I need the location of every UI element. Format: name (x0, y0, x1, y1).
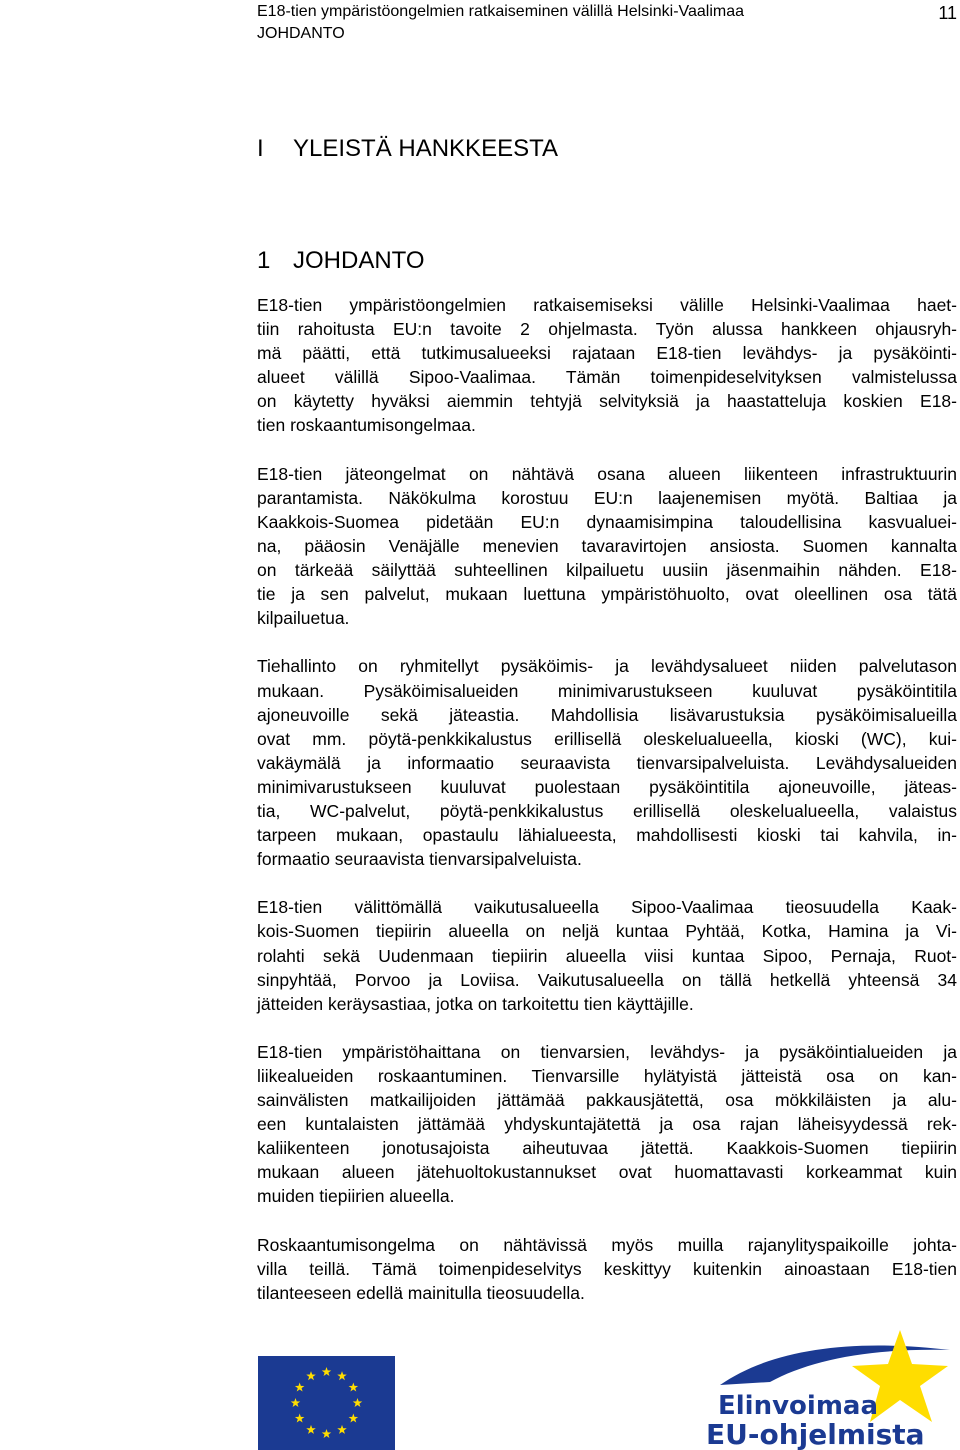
paragraph-line: tia, WC-palvelut, pöytä-penkkikalustus erillisellä oleskelualueella, valaistus (257, 800, 957, 821)
paragraph (257, 462, 957, 631)
footer-logos (0, 1330, 960, 1450)
paragraph-line: tiin rahoitusta EU:n tavoite 2 ohjelmasta. Työn alussa hankkeen ohjausryh- (257, 319, 957, 340)
paragraph-line: alueet välillä Sipoo-Vaalimaa. Tämän toimenpideselvityksen valmistelussa (257, 367, 957, 388)
paragraph (257, 895, 957, 1015)
paragraph-line: mukaan alueen jätehuoltokustannukset ovat huomattavasti korkeammat kuin (257, 1162, 957, 1183)
paragraph-line: formaatio seuraavista tienvarsipalveluista. (257, 849, 582, 870)
paragraph-line: tie ja sen palvelut, mukaan luettuna ympäristöhuolto, ovat oleellinen osa tätä (257, 584, 957, 605)
paragraph-line: kois-Suomen tiepiirin alueella on neljä kuntaa Pyhtää, Kotka, Hamina ja Vi- (257, 921, 957, 942)
section-heading (257, 246, 425, 276)
paragraph-line: liikealueiden roskaantuminen. Tienvarsille hylätyistä jätteistä osa on kan- (257, 1066, 957, 1086)
paragraph-line: sainvälisten matkailijoiden jättämää pakkausjätettä, osa mökkiläisten ja alu- (257, 1090, 957, 1111)
paragraph-line: na, pääosin Venäjälle menevien tavaravirtojen ansiosta. Suomen kannalta (257, 535, 957, 556)
paragraph-line: rolahti sekä Uudenmaan tiepiirin alueella viisi kuntaa Sipoo, Pernaja, Ruot- (257, 945, 957, 966)
part-heading-number: I (257, 135, 264, 162)
program-logo-line2: EU-ohjelmista (706, 1418, 925, 1450)
paragraph-line: E18-tien välittömällä vaikutusalueella Sipoo-Vaalimaa tieosuudella Kaak- (257, 897, 957, 918)
paragraph (257, 293, 957, 438)
paragraph-line: E18-tien ympäristöongelmien ratkaisemiseksi välille Helsinki-Vaalimaa haet- (257, 295, 957, 315)
page-number: 11 (938, 3, 957, 23)
running-header-section: JOHDANTO (257, 25, 345, 42)
program-logo-line1: Elinvoimaa (718, 1391, 878, 1421)
paragraph-line: Kaakkois-Suomea pidetään EU:n dynaamisimpina taloudellisina kasvualuei- (257, 511, 957, 532)
paragraph-line: muiden tiepiirien alueella. (257, 1186, 455, 1207)
section-heading-number: 1 (257, 247, 271, 274)
paragraph-line: sinpyhtää, Porvoo ja Loviisa. Vaikutusalueella on tällä hetkellä yhteensä 34 (257, 969, 957, 990)
paragraph-line: Roskaantumisongelma on nähtävissä myös muilla rajanylityspaikoille johta- (257, 1234, 957, 1255)
paragraph (257, 654, 957, 871)
paragraph-line: kaliikenteen jonotusajoista aiheutuvaa jätettä. Kaakkois-Suomen tiepiirin (257, 1138, 957, 1159)
paragraph-line: tien roskaantumisongelmaa. (257, 415, 476, 436)
eu-flag-logo (258, 1356, 395, 1450)
paragraph (257, 1233, 957, 1305)
paragraph-line: jätteiden keräysastiaa, jotka on tarkoitettu tien käyttäjille. (257, 993, 694, 1014)
paragraph-line: Tiehallinto on ryhmitellyt pysäköimis- ja levähdysalueet niiden palvelutason (257, 656, 957, 677)
paragraph-line: ovat mm. pöytä-penkkikalustus erillisellä oleskelualueella, kioski (WC), kui- (257, 728, 957, 749)
paragraph-line: vakäymälä ja informaatio seuraavista tienvarsipalveluista. Levähdysalueiden (257, 752, 957, 773)
running-header-title: E18-tien ympäristöongelmien ratkaiseminen välillä Helsinki-Vaalimaa (257, 3, 745, 20)
paragraph (257, 1040, 957, 1209)
part-heading-title: YLEISTÄ HANKKEESTA (293, 135, 558, 162)
paragraph-line: een kuntalaisten jättämää yhdyskuntajätettä ja osa rajan läheisyydessä rek- (257, 1114, 957, 1135)
paragraph-line: parantamista. Näkökulma korostuu EU:n laajenemisen myötä. Baltiaa ja (257, 487, 957, 508)
body-text (257, 293, 957, 1329)
paragraph-line: tilanteeseen edellä mainitulla tieosuudella. (257, 1282, 585, 1303)
paragraph-line: villa teillä. Tämä toimenpideselvitys keskittyy kuitenkin ainoastaan E18-tien (257, 1258, 957, 1279)
paragraph-line: minimivarustukseen kuuluvat puolestaan pysäköintitila ajoneuvoille, jäteas- (257, 776, 957, 797)
section-heading-title: JOHDANTO (293, 247, 425, 274)
paragraph-line: E18-tien ympäristöhaittana on tienvarsien, levähdys- ja pysäköintialueiden ja (257, 1041, 957, 1062)
paragraph-line: on käytetty hyväksi aiemmin tehtyjä selvityksiä ja haastatteluja koskien E18- (257, 391, 957, 412)
program-logo (700, 1330, 960, 1450)
running-header (257, 0, 957, 48)
paragraph-line: tarpeen mukaan, opastaulu lähialueesta, mahdollisesti kioski tai kahvila, in- (257, 825, 957, 846)
paragraph-line: kilpailuetua. (257, 608, 350, 629)
paragraph-line: mä päätti, että tutkimusalueeksi rajataan E18-tien levähdys- ja pysäköinti- (257, 343, 957, 364)
part-heading (257, 134, 558, 164)
paragraph-line: E18-tien jäteongelmat on nähtävä osana alueen liikenteen infrastruktuurin (257, 463, 957, 484)
paragraph-line: on tärkeää säilyttää suhteellinen kilpailuetu uusiin jäsenmaihin nähden. E18- (257, 560, 957, 581)
paragraph-line: mukaan. Pysäköimisalueiden minimivarustukseen kuuluvat pysäköintitila (257, 680, 957, 701)
paragraph-line: ajoneuvoille sekä jäteastia. Mahdollisia lisävarustuksia pysäköimisalueilla (257, 704, 957, 725)
